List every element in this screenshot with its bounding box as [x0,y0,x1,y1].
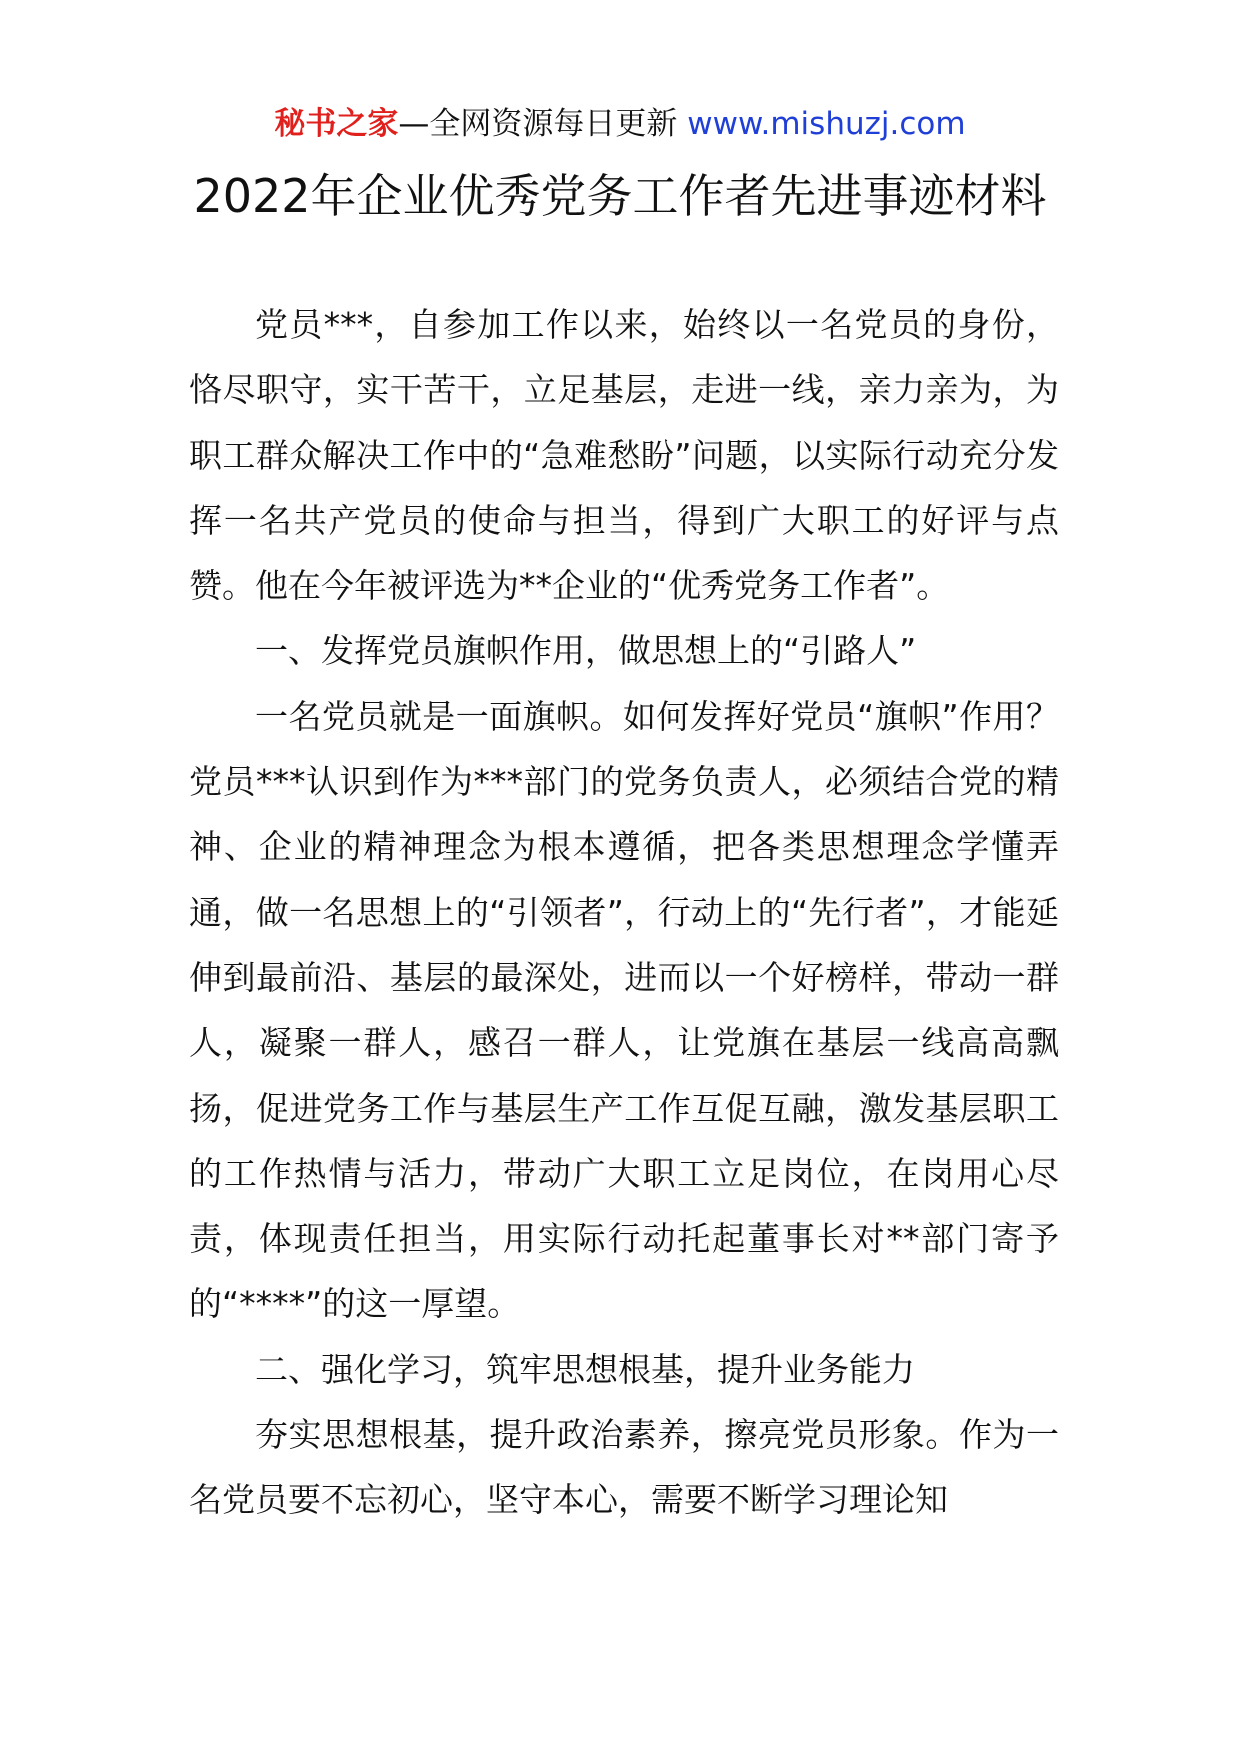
intro-paragraph: 党员***，自参加工作以来，始终以一名党员的身份，恪尽职守，实干苦干，立足基层，走进一线，亲力亲为，为职工群众解决工作中的“急难愁盼”问题，以实际行动充分发挥一名共产党员的使命与担当，得到广大职工的好评与点赞。他在今年被评选为**企业的“优秀党务工作者”。 [189,305,1059,606]
body-paragraph: 一名党员就是一面旗帜。如何发挥好党员“旗帜”作用？党员***认识到作为***部门的党务负责人，必须结合党的精神、企业的精神理念为根本遵循，把各类思想理念学懂弄通，做一名思想上的“引领者”，行动上的“先行者”，才能延伸到最前沿、基层的最深处，进而以一个好榜样，带动一群人，凝聚一群人，感召一群人，让党旗在基层一线高高飘扬，促进党务工作与基层生产工作互促互融，激发基层职工的工作热情与活力，带动广大职工立足岗位，在岗用心尽责，体现责任担当，用实际行动托起董事长对**部门寄予的“****”的这一厚望。 [189,696,1059,1324]
brand-name: 秘书之家 [274,106,399,142]
section-heading-2: 二、强化学习，筑牢思想根基，提升业务能力 [255,1349,915,1389]
document-body [189,292,1059,1533]
site-url-link[interactable]: www.mishuzj.com [687,106,966,142]
body-paragraph: 夯实思想根基，提升政治素养，擦亮党员形象。作为一名党员要不忘初心，坚守本心，需要不断学习理论知 [189,1415,1059,1520]
header-tagline: —全网资源每日更新 [398,106,688,142]
document-title: 2022年企业优秀党务工作者先进事迹材料 [193,169,1047,223]
section-heading-1: 一、发挥党员旗帜作用，做思想上的“引路人” [255,631,917,671]
site-header [0,104,1240,144]
